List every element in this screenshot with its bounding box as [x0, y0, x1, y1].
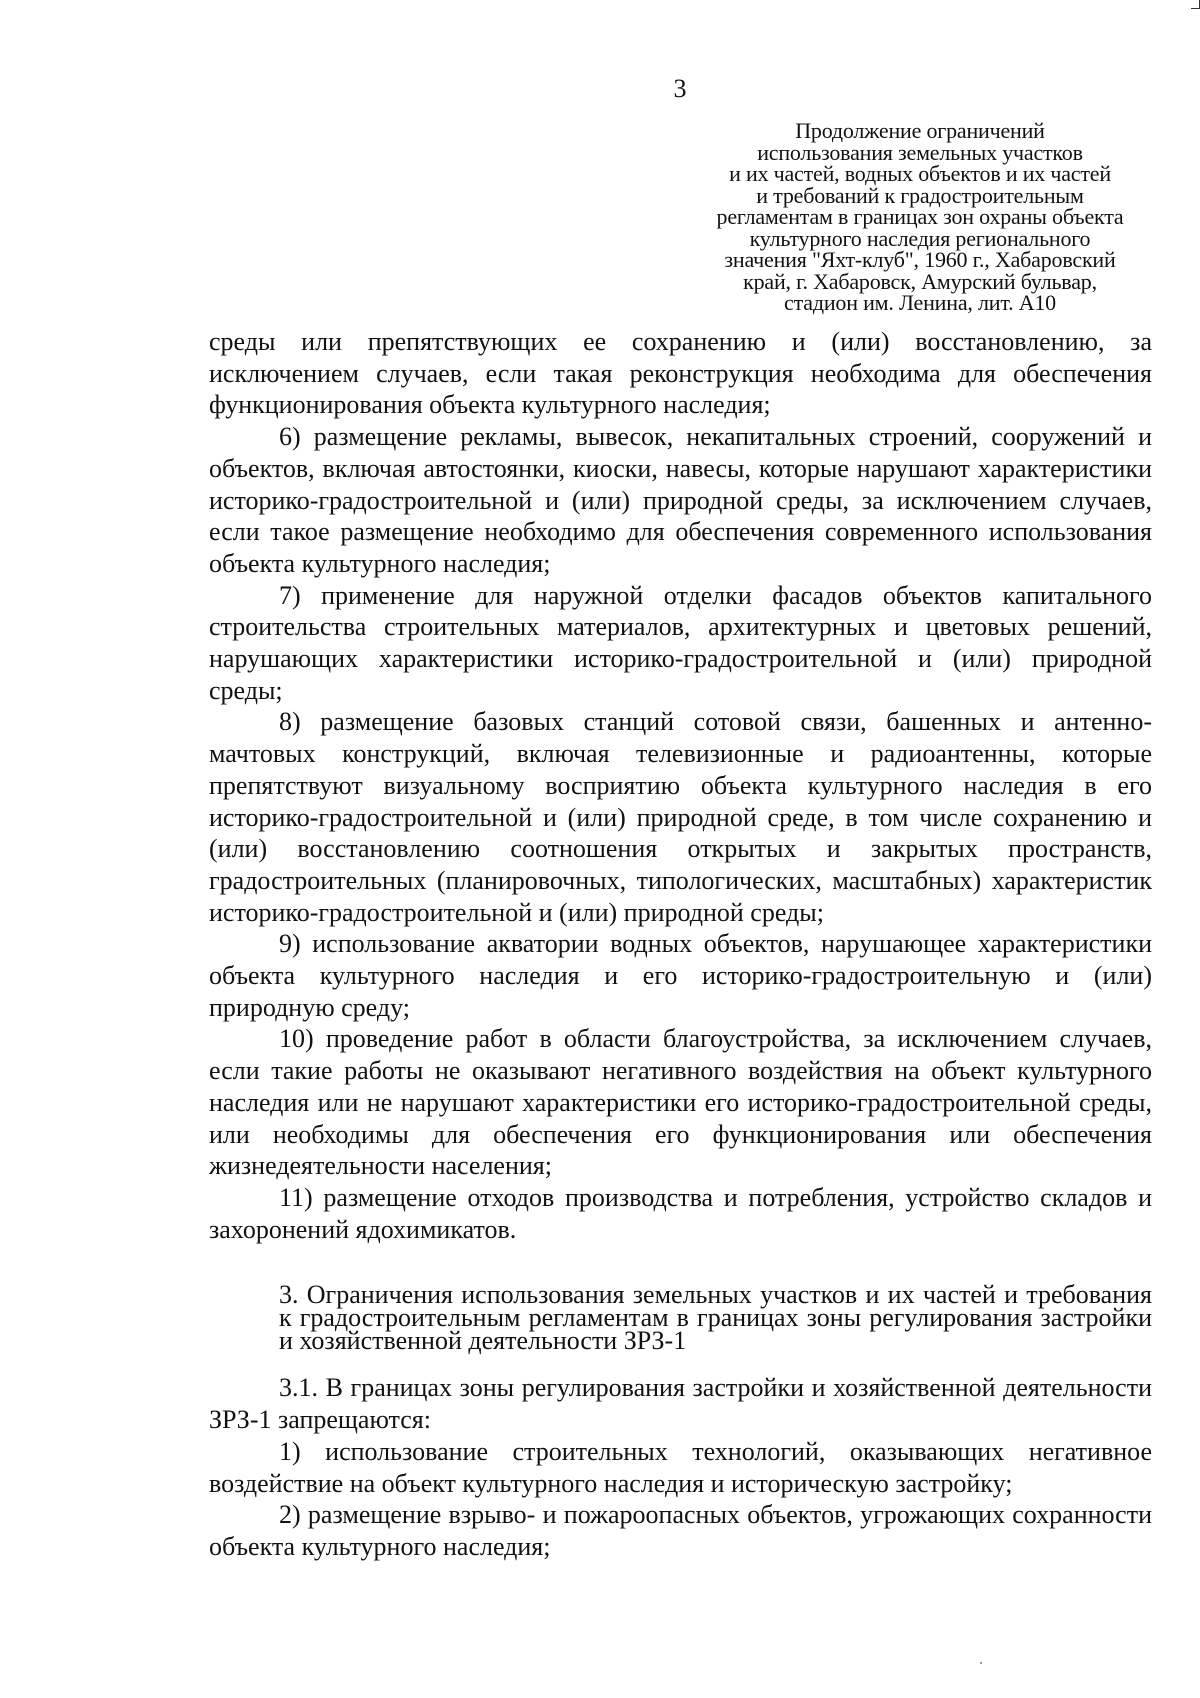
paragraph-item-8: 8) размещение базовых станций сотовой связи, башенных и антенно-мачтовых конструкций, включая телевизионные и радиоантенны, которые препятствуют визуальному восприятию объекта культурного наследия в его историко-градостроительной и (или) природной среде, в том числе сохранению и (или) восстановлению соотношения открытых и закрытых пространств, градостроительных (планировочных, типологических, масштабных) характеристик историко-градостроительной и (или) природной среды;: [209, 707, 1152, 927]
page-number: 3: [673, 74, 687, 103]
paragraph-item-10: 10) проведение работ в области благоустройства, за исключением случаев, если такие работы не оказывают негативного воздействия на объект культурного наследия или не нарушают характеристики его историко-градостроительной среды, или необходимы для обеспечения его функционирования или обеспечения жизнедеятельности населения;: [209, 1024, 1152, 1181]
paragraph-item-11: 11) размещение отходов производства и потребления, устройство складов и захоронений ядохимикатов.: [209, 1182, 1152, 1244]
paragraph-3-1-item-2: 2) размещение взрыво- и пожароопасных объектов, угрожающих сохранности объекта культурного наследия;: [209, 1500, 1152, 1561]
continuation-line: край, г. Хабаровск, Амурский бульвар,: [743, 268, 1097, 294]
continuation-line: культурного наследия регионального: [749, 225, 1091, 251]
paragraph-3-1: 3.1. В границах зоны регулирования застройки и хозяйственной деятельности ЗРЗ-1 запрещаются:: [209, 1373, 1152, 1435]
continuation-line: Продолжение ограничений: [795, 118, 1045, 143]
continuation-line: и их частей, водных объектов и их частей: [729, 161, 1111, 186]
continuation-header: [680, 120, 1160, 314]
scan-corner-mark: [1191, 0, 1200, 9]
continuation-line: регламентам в границах зон охраны объекта: [716, 204, 1124, 229]
scan-speck: [980, 1662, 982, 1664]
continuation-line: значения "Яхт-клуб", 1960 г., Хабаровский: [724, 247, 1116, 272]
continuation-line: и требований к градостроительным: [756, 182, 1084, 208]
continuation-line: использования земельных участков: [757, 139, 1083, 165]
continuation-line: стадион им. Ленина, лит. А10: [784, 290, 1056, 315]
section-3-heading: 3. Ограничения использования земельных участков и их частей и требования к градостроительным регламентам в границах зоны регулирования застройки и хозяйственной деятельности ЗРЗ-1: [279, 1280, 1152, 1356]
paragraph-item-6: 6) размещение рекламы, вывесок, некапитальных строений, сооружений и объектов, включая автостоянки, киоски, навесы, которые нарушают характеристики историко-градостроительной и (или) природной среды, за исключением случаев, если такое размещение необходимо для обеспечения современного использования объекта культурного наследия;: [209, 422, 1152, 578]
paragraph-item-9: 9) использование акватории водных объектов, нарушающее характеристики объекта культурного наследия и его историко-градостроительную и (или) природную среду;: [209, 929, 1152, 1022]
document-body: [209, 326, 1152, 1563]
paragraph-item-7: 7) применение для наружной отделки фасадов объектов капитального строительства строительных материалов, архитектурных и цветовых решений, нарушающих характеристики историко-градостроительной и (или) природной среды;: [209, 580, 1152, 705]
paragraph-continued: среды или препятствующих ее сохранению и (или) восстановлению, за исключением случаев, если такая реконструкция необходима для обеспечения функционирования объекта культурного наследия;: [209, 327, 1152, 420]
paragraph-3-1-item-1: 1) использование строительных технологий, оказывающих негативное воздействие на объект культурного наследия и историческую застройку;: [209, 1436, 1152, 1498]
